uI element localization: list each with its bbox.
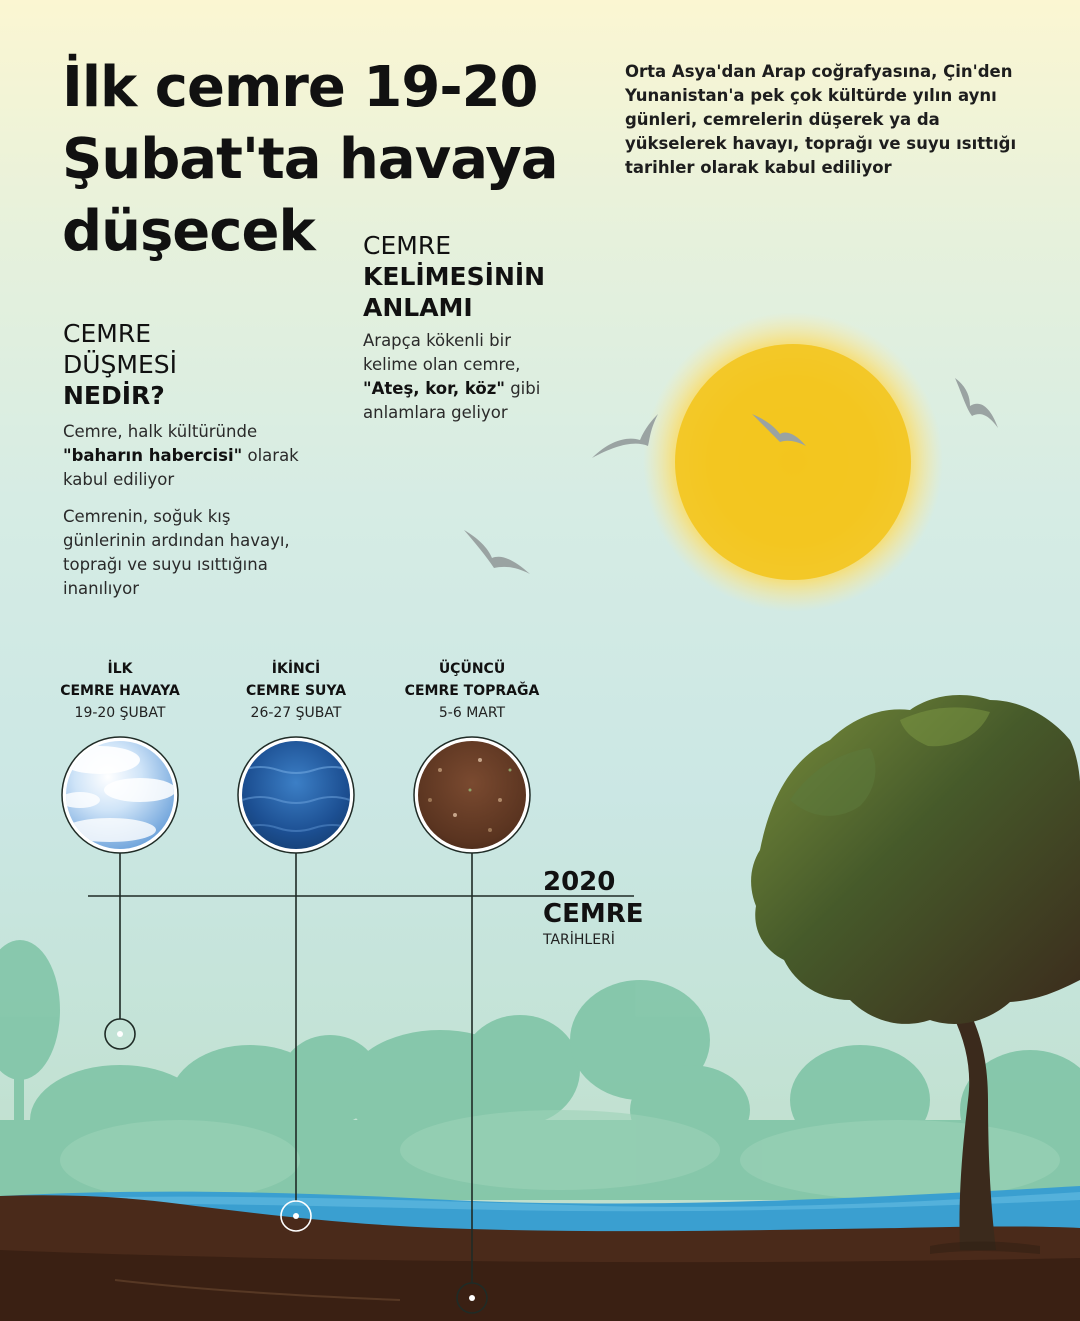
year-label-cemre: CEMRE: [543, 899, 644, 929]
meaning-text-bold: "Ateş, kor, köz": [363, 379, 505, 398]
what-paragraph-1: [63, 420, 308, 492]
year-label-year: 2020: [543, 867, 616, 897]
date-label-title: CEMRE SUYA: [245, 683, 347, 699]
date-label-title: CEMRE TOPRAĞA: [404, 683, 540, 699]
what-heading-line-3: NEDİR?: [63, 381, 165, 410]
sun-icon: [643, 312, 943, 612]
soil-icon: [412, 735, 532, 855]
bird-icon: [955, 378, 998, 428]
date-label-date: 26-27 ŞUBAT: [250, 705, 342, 721]
meaning-heading: [363, 230, 545, 323]
date-label-ordinal: İKİNCİ: [271, 661, 321, 677]
date-label-soil: [382, 658, 562, 724]
intro-text: Orta Asya'dan Arap coğrafyasına, Çin'den Yunanistan'a pek çok kültürde yılın aynı günleri, cemrelerin düşerek ya da yükselerek havayı, toprağı ve suyu ısıttığı tarihler olarak kabul ediliyor: [625, 62, 1017, 177]
background-trees-light: [60, 1110, 1060, 1200]
title-line-3: düşecek: [62, 199, 315, 264]
meaning-text-after: gibi anlamlara geliyor: [363, 379, 541, 422]
date-label-ordinal: İLK: [107, 661, 133, 677]
what-p1-before: Cemre, halk kültüründe: [63, 422, 258, 441]
meaning-heading-line-2: KELİMESİNİN: [363, 262, 546, 291]
what-p1-bold: "baharın habercisi": [63, 446, 243, 465]
water-icon: [236, 735, 356, 855]
date-label-water: [206, 658, 386, 724]
meaning-text: [363, 329, 563, 425]
what-heading-line-1: CEMRE: [63, 319, 151, 348]
sky-icon: [60, 735, 180, 855]
title-line-1: İlk cemre 19-20: [62, 55, 538, 120]
bird-icon: [464, 530, 530, 574]
meaning-text-before: Arapça kökenli bir kelime olan cemre,: [363, 331, 521, 374]
what-p1-after: olarak kabul ediliyor: [63, 446, 299, 489]
date-label-date: 5-6 MART: [438, 705, 506, 721]
title-line-2: Şubat'ta havaya: [62, 127, 558, 192]
date-label-title: CEMRE HAVAYA: [60, 683, 180, 699]
what-heading: [63, 318, 177, 411]
year-label: [543, 866, 644, 950]
year-label-tarihleri: TARİHLERİ: [543, 932, 615, 948]
date-label-ordinal: ÜÇÜNCÜ: [438, 661, 506, 677]
meaning-heading-line-1: CEMRE: [363, 231, 451, 260]
meaning-heading-line-3: ANLAMI: [363, 293, 473, 322]
what-paragraph-2: Cemrenin, soğuk kış günlerinin ardından havayı, toprağı ve suyu ısıttığına inanılıyor: [63, 507, 290, 598]
date-label-date: 19-20 ŞUBAT: [74, 705, 166, 721]
what-heading-line-2: DÜŞMESİ: [63, 350, 178, 379]
date-label-air: [30, 658, 210, 724]
